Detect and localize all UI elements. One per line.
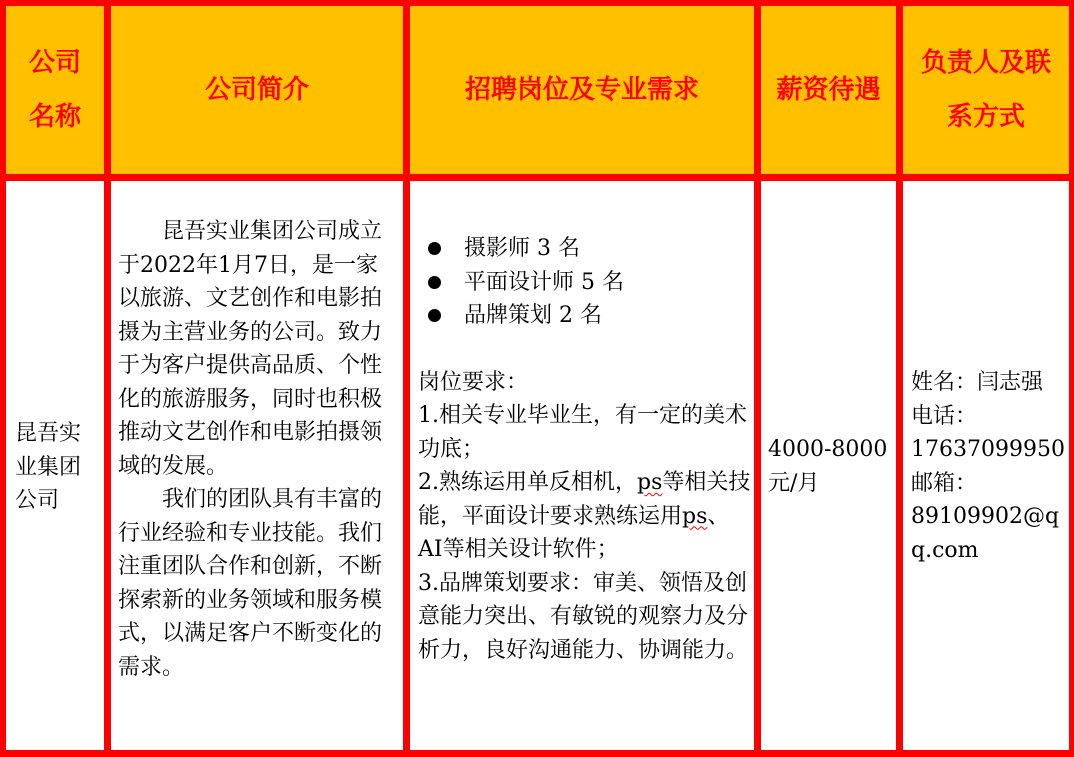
header-company-intro <box>111 6 403 174</box>
intro-paragraph-1: 昆吾实业集团公司成立于2022年1月7日，是一家以旅游、文艺创作和电影拍摄为主营业务的公司。致力于为客户提供高品质、个性化的旅游服务，同时也积极推动文艺创作和电影拍摄领域的发展。 <box>118 219 383 479</box>
header-contact <box>903 6 1069 174</box>
position-item: 摄影师 3 名 <box>418 232 752 266</box>
contact-cell <box>903 181 1069 750</box>
contact-phone-label: 电话： <box>911 403 978 429</box>
positions-content <box>418 232 752 667</box>
contact-phone: 17637099950 <box>911 437 1065 462</box>
header-positions-text: 招聘岗位及专业需求 <box>464 75 699 105</box>
header-salary <box>761 6 896 174</box>
requirement-2 <box>418 466 752 567</box>
requirements-title: 岗位要求： <box>418 369 529 395</box>
header-company-name-text: 公司名称 <box>28 48 81 132</box>
header-positions <box>410 6 754 174</box>
intro-paragraph-2: 我们的团队具有丰富的行业经验和专业技能。我们注重团队合作和创新，不断探索新的业务领域和服务模式，以满足客户不断变化的需求。 <box>118 487 383 680</box>
contact-email-label: 邮箱： <box>911 470 978 496</box>
contact-info <box>911 366 1067 567</box>
header-salary-text: 薪资待遇 <box>776 75 881 105</box>
company-name: 昆吾实业集团公司 <box>15 421 82 513</box>
requirement-1: 1.相关专业毕业生，有一定的美术功底； <box>418 403 747 462</box>
position-item: 品牌策划 2 名 <box>418 299 752 333</box>
position-item: 平面设计师 5 名 <box>418 266 752 300</box>
company-name-cell <box>6 181 104 750</box>
spellcheck-ps-2: ps <box>682 503 708 529</box>
contact-email: 89109902@qq.com <box>911 504 1060 563</box>
requirement-2-part-c: 、AI等相关设计软件； <box>418 503 730 562</box>
contact-name: 姓名：闫志强 <box>911 370 1044 395</box>
salary: 4000-8000元/月 <box>768 437 888 496</box>
requirement-3: 3.品牌策划要求：审美、领悟及创意能力突出、有敏锐的观察力及分析力，良好沟通能力、协调能力。 <box>418 570 749 663</box>
requirement-2-part-a: 2.熟练运用单反相机， <box>418 470 637 495</box>
positions-cell <box>410 181 754 750</box>
spellcheck-ps-1: ps <box>637 470 663 495</box>
header-contact-text: 负责人及联系方式 <box>920 48 1051 132</box>
header-company-name <box>6 6 104 174</box>
company-intro <box>118 215 398 684</box>
position-list <box>418 232 752 333</box>
salary-cell <box>761 181 896 750</box>
company-intro-cell <box>111 181 403 750</box>
requirement-2-part-b: 等相关技能，平面设计要求熟练运用 <box>418 470 751 529</box>
header-company-intro-text: 公司简介 <box>204 75 309 105</box>
